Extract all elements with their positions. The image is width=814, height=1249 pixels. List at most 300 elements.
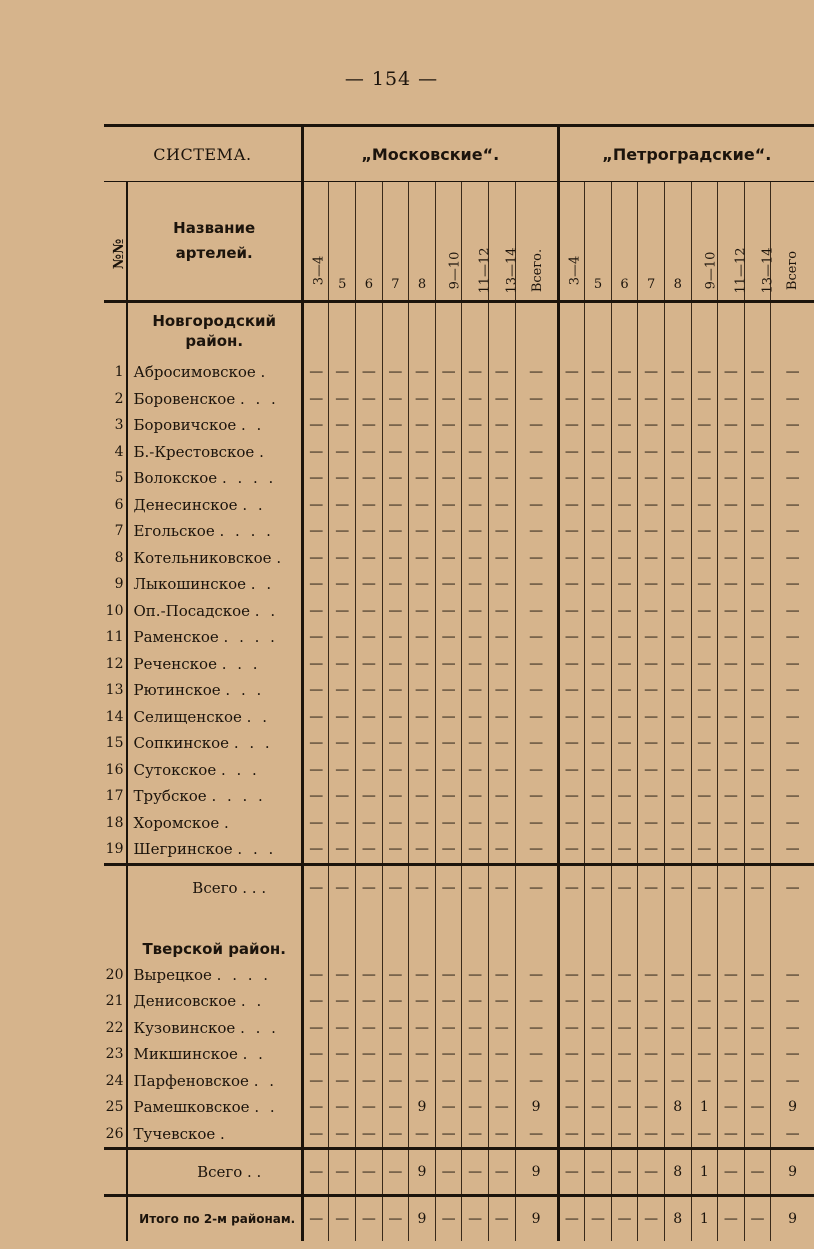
row-petrograd-6: — — [718, 1015, 745, 1042]
row-number: 5 — [114, 470, 124, 487]
row-petrograd-2: — — [611, 492, 638, 519]
row-moscow-3: — — [382, 730, 409, 757]
row-moscow-5: — — [435, 571, 462, 598]
row-petrograd-5: — — [691, 1015, 718, 1042]
empty-cell — [435, 302, 462, 360]
row-moscow-5: — — [435, 1068, 462, 1095]
row-petrograd-5: — — [691, 359, 718, 386]
row-moscow-3: — — [382, 962, 409, 989]
row-moscow-1: — — [329, 651, 356, 678]
row-petrograd-5: — — [691, 1068, 718, 1095]
empty-cell — [691, 910, 718, 962]
row-petrograd-0: — — [558, 836, 585, 864]
row-moscow-2: — — [356, 412, 383, 439]
row-moscow-3: — — [382, 1094, 409, 1121]
row-petrograd-0: — — [558, 518, 585, 545]
row-moscow-5: — — [435, 988, 462, 1015]
row-number: 12 — [105, 655, 124, 672]
table-row — [104, 651, 814, 678]
row-petrograd-0: — — [558, 1094, 585, 1121]
row-petrograd-0: — — [558, 598, 585, 625]
table-row — [104, 783, 814, 810]
row-moscow-4: — — [409, 624, 436, 651]
row-petrograd-3: — — [638, 492, 665, 519]
empty-cell — [462, 910, 489, 962]
row-moscow-5: — — [435, 730, 462, 757]
leader-dots: . — [220, 1124, 228, 1143]
total-petrograd-2: — — [611, 1149, 638, 1196]
row-petrograd-3: — — [638, 704, 665, 731]
section-number-cell — [104, 910, 127, 962]
row-moscow-6: — — [462, 1121, 489, 1149]
row-moscow-6: — — [462, 810, 489, 837]
petrograd-col-header-2: 6 — [611, 182, 638, 302]
row-petrograd-3: — — [638, 439, 665, 466]
row-petrograd-7: — — [744, 624, 771, 651]
row-moscow-4: — — [409, 677, 436, 704]
leader-dots: . . . — [240, 1018, 279, 1037]
total-moscow-4: — — [409, 864, 436, 910]
row-moscow-0: — — [302, 598, 329, 625]
row-moscow-8: — — [515, 359, 558, 386]
row-petrograd-6: — — [718, 492, 745, 519]
row-moscow-5: — — [435, 810, 462, 837]
row-petrograd-2: — — [611, 783, 638, 810]
empty-cell — [488, 302, 515, 360]
row-moscow-1: — — [329, 1121, 356, 1149]
row-petrograd-2: — — [611, 1015, 638, 1042]
row-moscow-5: — — [435, 412, 462, 439]
row-petrograd-4: — — [664, 1041, 691, 1068]
total-petrograd-0: — — [558, 864, 585, 910]
page-number: — 154 — — [344, 68, 439, 90]
row-moscow-1: — — [329, 412, 356, 439]
row-petrograd-7: — — [744, 757, 771, 784]
row-moscow-4: — — [409, 810, 436, 837]
artel-name-text: Лыкошинское — [133, 575, 246, 594]
row-moscow-8: — — [515, 704, 558, 731]
row-moscow-1: — — [329, 730, 356, 757]
row-moscow-7: — — [488, 545, 515, 572]
leader-dots: . . . . — [221, 469, 277, 488]
row-moscow-8: — — [515, 439, 558, 466]
row-number: 11 — [105, 629, 124, 646]
row-petrograd-1: — — [585, 439, 612, 466]
row-moscow-8: — — [515, 677, 558, 704]
row-moscow-2: — — [356, 988, 383, 1015]
row-number: 6 — [114, 496, 124, 513]
leader-dots: . . . — [233, 734, 273, 753]
total-moscow-4: 9 — [409, 1149, 436, 1196]
row-petrograd-0: — — [558, 757, 585, 784]
row-number: 3 — [114, 417, 124, 434]
row-petrograd-6: — — [718, 1068, 745, 1095]
row-petrograd-8: — — [771, 730, 814, 757]
row-moscow-7: — — [488, 598, 515, 625]
row-moscow-3: — — [382, 677, 409, 704]
row-moscow-7: — — [488, 783, 515, 810]
artel-name-text: Вырецкое — [133, 965, 212, 984]
petrograd-col-header-1: 5 — [585, 182, 612, 302]
leader-dots: . . — [253, 1071, 277, 1090]
table-body — [104, 302, 814, 1242]
moscow-col-header-8: Всего. — [515, 182, 558, 302]
row-moscow-3: — — [382, 545, 409, 572]
row-moscow-4: — — [409, 704, 436, 731]
row-number: 4 — [114, 443, 124, 460]
row-moscow-1: — — [329, 757, 356, 784]
row-petrograd-2: — — [611, 545, 638, 572]
row-moscow-5: — — [435, 545, 462, 572]
total-petrograd-4: 8 — [664, 1149, 691, 1196]
petrograd-header: „Петроградские“. — [558, 126, 814, 182]
artel-name — [127, 386, 303, 413]
row-moscow-5: — — [435, 518, 462, 545]
artel-name — [127, 962, 303, 989]
row-moscow-1: — — [329, 571, 356, 598]
name-header-line1: Название — [173, 218, 256, 237]
row-petrograd-1: — — [585, 651, 612, 678]
row-petrograd-3: — — [638, 730, 665, 757]
row-petrograd-2: — — [611, 1068, 638, 1095]
row-petrograd-1: — — [585, 624, 612, 651]
total-petrograd-1: — — [585, 1149, 612, 1196]
artel-name-text: Волокское — [133, 469, 218, 488]
row-number: 14 — [105, 708, 124, 725]
row-moscow-5: — — [435, 624, 462, 651]
row-moscow-2: — — [356, 1068, 383, 1095]
row-moscow-0: — — [302, 624, 329, 651]
total-petrograd-2: — — [611, 864, 638, 910]
row-petrograd-5: — — [691, 810, 718, 837]
row-moscow-3: — — [382, 492, 409, 519]
table-row — [104, 465, 814, 492]
row-moscow-8: — — [515, 836, 558, 864]
total-petrograd-1: — — [585, 864, 612, 910]
artel-name — [127, 810, 303, 837]
total-moscow-3: — — [382, 1149, 409, 1196]
section-number-cell — [104, 302, 127, 360]
row-petrograd-1: — — [585, 1068, 612, 1095]
row-petrograd-7: — — [744, 598, 771, 625]
row-number: 1 — [114, 364, 124, 381]
row-moscow-5: — — [435, 492, 462, 519]
row-petrograd-1: — — [585, 465, 612, 492]
name-column-header — [127, 182, 303, 302]
row-moscow-3: — — [382, 598, 409, 625]
row-petrograd-7: — — [744, 1068, 771, 1095]
row-number: 26 — [105, 1125, 124, 1142]
table-row — [104, 677, 814, 704]
row-moscow-0: — — [302, 677, 329, 704]
row-petrograd-1: — — [585, 704, 612, 731]
total-moscow-0: — — [302, 1149, 329, 1196]
total-petrograd-6: — — [718, 1149, 745, 1196]
row-moscow-1: — — [329, 677, 356, 704]
grand-total-petrograd-2: — — [611, 1196, 638, 1242]
row-moscow-4: — — [409, 359, 436, 386]
row-petrograd-4: — — [664, 571, 691, 598]
row-moscow-5: — — [435, 836, 462, 864]
row-moscow-8: — — [515, 545, 558, 572]
row-petrograd-6: — — [718, 518, 745, 545]
row-moscow-8: — — [515, 492, 558, 519]
artel-name-text: Кузовинское — [133, 1018, 236, 1037]
row-petrograd-6: — — [718, 962, 745, 989]
artel-name-text: Котельниковское — [133, 548, 272, 567]
row-moscow-5: — — [435, 677, 462, 704]
grand-total-petrograd-6: — — [718, 1196, 745, 1242]
table-row — [104, 624, 814, 651]
row-petrograd-6: — — [718, 836, 745, 864]
row-moscow-0: — — [302, 1015, 329, 1042]
row-number: 23 — [105, 1046, 124, 1063]
row-petrograd-8: — — [771, 412, 814, 439]
row-moscow-8: — — [515, 962, 558, 989]
row-moscow-0: — — [302, 439, 329, 466]
row-moscow-8: — — [515, 810, 558, 837]
row-moscow-0: — — [302, 730, 329, 757]
row-petrograd-7: — — [744, 386, 771, 413]
row-moscow-1: — — [329, 1015, 356, 1042]
leader-dots: . . — [254, 1098, 278, 1117]
row-moscow-0: — — [302, 836, 329, 864]
row-number: 18 — [105, 814, 124, 831]
row-moscow-6: — — [462, 492, 489, 519]
row-petrograd-7: — — [744, 1121, 771, 1149]
row-petrograd-7: — — [744, 730, 771, 757]
row-moscow-2: — — [356, 465, 383, 492]
table-row — [104, 518, 814, 545]
grand-total-row — [104, 1196, 814, 1242]
moscow-header: „Московские“. — [302, 126, 558, 182]
row-petrograd-5: — — [691, 836, 718, 864]
row-petrograd-4: 8 — [664, 1094, 691, 1121]
moscow-col-header-6: 11—12 — [462, 182, 489, 302]
row-petrograd-8: — — [771, 783, 814, 810]
row-number: 8 — [114, 549, 124, 566]
empty-cell — [585, 910, 612, 962]
table-row — [104, 988, 814, 1015]
row-petrograd-5: — — [691, 1121, 718, 1149]
row-moscow-7: — — [488, 492, 515, 519]
row-petrograd-3: — — [638, 598, 665, 625]
artel-name — [127, 651, 303, 678]
row-moscow-1: — — [329, 1094, 356, 1121]
row-petrograd-4: — — [664, 677, 691, 704]
row-petrograd-1: — — [585, 836, 612, 864]
grand-total-moscow-8: 9 — [515, 1196, 558, 1242]
row-moscow-6: — — [462, 412, 489, 439]
section-total-row — [104, 1149, 814, 1196]
row-moscow-3: — — [382, 757, 409, 784]
row-moscow-4: — — [409, 962, 436, 989]
row-moscow-2: — — [356, 757, 383, 784]
row-petrograd-5: — — [691, 677, 718, 704]
total-petrograd-3: — — [638, 1149, 665, 1196]
row-moscow-1: — — [329, 492, 356, 519]
row-moscow-0: — — [302, 465, 329, 492]
grand-total-moscow-7: — — [488, 1196, 515, 1242]
row-number: 10 — [105, 602, 124, 619]
row-petrograd-8: — — [771, 988, 814, 1015]
row-moscow-7: — — [488, 518, 515, 545]
row-petrograd-2: — — [611, 962, 638, 989]
row-petrograd-7: — — [744, 704, 771, 731]
row-petrograd-2: — — [611, 757, 638, 784]
row-moscow-0: — — [302, 1041, 329, 1068]
row-petrograd-3: — — [638, 359, 665, 386]
grand-total-moscow-6: — — [462, 1196, 489, 1242]
row-petrograd-2: — — [611, 465, 638, 492]
row-petrograd-0: — — [558, 651, 585, 678]
row-petrograd-0: — — [558, 439, 585, 466]
row-petrograd-8: — — [771, 1068, 814, 1095]
table-row — [104, 704, 814, 731]
total-petrograd-5: — — [691, 864, 718, 910]
total-moscow-7: — — [488, 864, 515, 910]
leader-dots: . . . — [239, 389, 279, 408]
row-petrograd-2: — — [611, 439, 638, 466]
moscow-col-header-0: 3—4 — [302, 182, 329, 302]
row-moscow-7: — — [488, 836, 515, 864]
leader-dots: . . — [242, 495, 266, 514]
total-moscow-6: — — [462, 864, 489, 910]
header-row-1 — [104, 126, 814, 182]
row-petrograd-4: — — [664, 624, 691, 651]
row-moscow-7: — — [488, 359, 515, 386]
row-moscow-2: — — [356, 518, 383, 545]
row-number: 21 — [105, 993, 124, 1010]
row-moscow-7: — — [488, 757, 515, 784]
artel-name-text: Рамешковское — [133, 1098, 250, 1117]
table-row — [104, 1041, 814, 1068]
row-petrograd-0: — — [558, 988, 585, 1015]
row-petrograd-1: — — [585, 598, 612, 625]
row-petrograd-7: — — [744, 677, 771, 704]
row-moscow-8: — — [515, 1041, 558, 1068]
row-moscow-8: — — [515, 757, 558, 784]
row-moscow-1: — — [329, 810, 356, 837]
row-moscow-1: — — [329, 518, 356, 545]
row-moscow-7: — — [488, 571, 515, 598]
row-petrograd-0: — — [558, 1041, 585, 1068]
row-moscow-6: — — [462, 1041, 489, 1068]
artel-name — [127, 988, 303, 1015]
leader-dots: . . . . — [211, 787, 266, 806]
row-petrograd-3: — — [638, 545, 665, 572]
artel-name — [127, 783, 303, 810]
row-moscow-1: — — [329, 386, 356, 413]
total-petrograd-7: — — [744, 1149, 771, 1196]
artel-name-text: Б.-Крестовское — [133, 442, 255, 461]
row-petrograd-1: — — [585, 545, 612, 572]
section-title-row — [104, 302, 814, 360]
row-petrograd-0: — — [558, 704, 585, 731]
row-petrograd-7: — — [744, 962, 771, 989]
row-petrograd-7: — — [744, 518, 771, 545]
row-petrograd-7: — — [744, 783, 771, 810]
row-petrograd-5: — — [691, 988, 718, 1015]
row-moscow-0: — — [302, 518, 329, 545]
row-petrograd-4: — — [664, 518, 691, 545]
row-moscow-2: — — [356, 1094, 383, 1121]
row-moscow-1: — — [329, 359, 356, 386]
total-petrograd-8: — — [771, 864, 814, 910]
row-moscow-7: — — [488, 1041, 515, 1068]
empty-cell — [664, 910, 691, 962]
row-moscow-2: — — [356, 783, 383, 810]
total-moscow-7: — — [488, 1149, 515, 1196]
section-title — [127, 302, 303, 360]
artel-name-text: Селищенское — [133, 707, 242, 726]
row-number: 24 — [105, 1072, 124, 1089]
row-petrograd-5: — — [691, 518, 718, 545]
row-moscow-4: — — [409, 386, 436, 413]
row-moscow-4: — — [409, 518, 436, 545]
row-moscow-2: — — [356, 677, 383, 704]
moscow-col-header-2: 6 — [356, 182, 383, 302]
artel-name — [127, 359, 303, 386]
row-moscow-6: — — [462, 439, 489, 466]
grand-total-moscow-2: — — [356, 1196, 383, 1242]
petrograd-col-header-5: 9—10 — [691, 182, 718, 302]
row-petrograd-4: — — [664, 439, 691, 466]
row-moscow-3: — — [382, 988, 409, 1015]
row-moscow-5: — — [435, 757, 462, 784]
row-moscow-2: — — [356, 730, 383, 757]
row-moscow-8: — — [515, 412, 558, 439]
row-petrograd-8: — — [771, 386, 814, 413]
row-moscow-1: — — [329, 836, 356, 864]
empty-cell — [488, 910, 515, 962]
row-moscow-4: — — [409, 836, 436, 864]
row-petrograd-0: — — [558, 1015, 585, 1042]
row-petrograd-1: — — [585, 412, 612, 439]
row-petrograd-5: — — [691, 545, 718, 572]
row-moscow-2: — — [356, 704, 383, 731]
total-petrograd-0: — — [558, 1149, 585, 1196]
empty-cell — [585, 302, 612, 360]
row-moscow-4: — — [409, 730, 436, 757]
row-moscow-3: — — [382, 704, 409, 731]
row-petrograd-6: — — [718, 1041, 745, 1068]
row-moscow-2: — — [356, 545, 383, 572]
row-petrograd-2: — — [611, 1121, 638, 1149]
grand-total-label: Итого по 2-м районам. — [127, 1196, 303, 1242]
total-moscow-6: — — [462, 1149, 489, 1196]
row-petrograd-5: — — [691, 598, 718, 625]
row-petrograd-4: — — [664, 988, 691, 1015]
leader-dots: . . . — [237, 840, 277, 859]
row-petrograd-3: — — [638, 810, 665, 837]
row-petrograd-4: — — [664, 598, 691, 625]
artel-name — [127, 492, 303, 519]
row-moscow-4: — — [409, 988, 436, 1015]
row-petrograd-2: — — [611, 518, 638, 545]
row-petrograd-3: — — [638, 571, 665, 598]
row-moscow-3: — — [382, 624, 409, 651]
row-moscow-4: — — [409, 439, 436, 466]
row-number: 19 — [105, 841, 124, 858]
number-column-header: №№ — [104, 182, 127, 302]
row-petrograd-2: — — [611, 988, 638, 1015]
row-petrograd-0: — — [558, 624, 585, 651]
row-moscow-3: — — [382, 1015, 409, 1042]
row-petrograd-8: — — [771, 465, 814, 492]
row-petrograd-6: — — [718, 359, 745, 386]
row-petrograd-7: — — [744, 1041, 771, 1068]
